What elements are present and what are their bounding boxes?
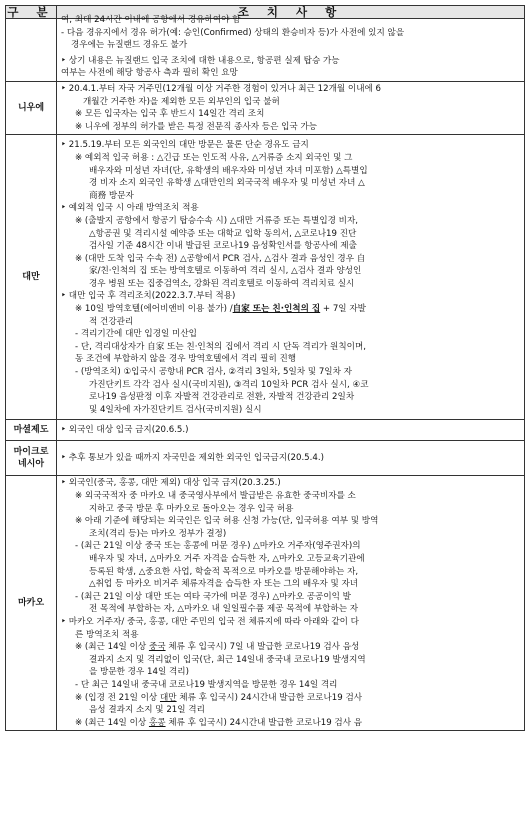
text-line: ‣ 예외적 입국 시 아래 방역조치 적용	[61, 203, 199, 214]
text-line: - (최근 21일 이상 대만 또는 여타 국가에 머문 경우) △마카오 공공이익 발	[75, 591, 351, 602]
text-line: 경우에는 뉴질랜드 경유도 불가	[71, 40, 188, 51]
text-line: 여부는 사전에 해당 항공사 측과 필히 확인 요망	[61, 68, 238, 79]
text-line: 家/친·인척의 집 또는 방역호텔로 이동하여 격리 실시, △검사 결과 양성인	[89, 266, 362, 277]
text-line: △항공권 및 격리시설 예약증 또는 대학교 입학 동의서, △코로나19 진단	[89, 228, 357, 239]
entry-measures-table	[5, 5, 525, 731]
text-line: ‣ 대만 입국 후 격리조치(2022.3.7.부터 적용)	[61, 291, 236, 302]
text-run: ※ (입경 전 21일 이상	[75, 692, 160, 703]
text-line: 적 건강관리	[89, 316, 134, 327]
text-line: ※ (대만 도착 입국 수속 전) △공항에서 PCR 검사, △검사 결과 음성인 경우 自	[75, 253, 366, 264]
country-row-continued	[6, 19, 525, 82]
text-line: 경우 병원 또는 집중검역소, 강화된 격리호텔로 이동하여 격리치료 실시	[89, 278, 355, 289]
text-line: 로나19 음성판정 이후 자발적 건강관리로 전환, 자발적 건강관리 2일차	[89, 392, 355, 403]
text-run: 체류 후 입국시) 24시간내 발급한 코로나19 검사	[176, 692, 363, 703]
country-name: 마카오	[6, 476, 57, 731]
country-row-macau	[6, 476, 525, 731]
text-line: ‣ 추후 통보가 있을 때까지 자국민을 제외한 외국인 입국금지(20.5.4.)	[61, 453, 324, 464]
text-line: ※ 아래 기준에 해당되는 외국인은 입국 허용 신청 가능(단, 입국허용 여부 및 방역	[75, 516, 379, 527]
text-line: - 단 최근 14일내 중국내 코로나19 발생지역을 방문한 경우 14일 격리	[75, 679, 338, 690]
text-line: ‣ 상기 내용은 뉴질랜드 입국 조치에 대한 내용으로, 항공편 실제 탑승 가능	[61, 55, 340, 66]
text-line: 여, 최대 24시간 이내에 공항에서 경유하여야 함	[61, 15, 241, 25]
country-cell-empty	[6, 19, 57, 82]
text-line: 배우자 및 자녀, △마카오 거주 자격을 습득한 자, △마카오 고등교육기관에	[89, 553, 365, 564]
text-line: 및 4일차에 자가진단키트 검사(국비지원) 실시	[89, 404, 262, 415]
country-row-taiwan	[6, 135, 525, 420]
country-name: 마셜제도	[6, 420, 57, 441]
text-line: 검사일 기준 48시간 이내 발급된 코로나19 음성확인서를 항공사에 제출	[89, 241, 357, 252]
header-category: 구 분	[7, 5, 55, 19]
text-line: - 단, 격리대상자가 自家 또는 친·인척의 집에서 격리 시 단독 격리가 원칙이며,	[75, 341, 366, 352]
text-line	[61, 303, 521, 316]
text-line: 商務 방문자	[89, 190, 134, 201]
header-measures: 조 치 사 항	[57, 6, 525, 19]
text-line: ※ 모든 입국자는 입국 후 반드시 14일간 격리 조치	[75, 109, 265, 120]
measures-cell-niue	[57, 81, 525, 134]
text-line	[61, 692, 521, 705]
measures-cell-micronesia	[57, 441, 525, 476]
text-line: 음성 결과지 소지 및 21일 격리	[89, 705, 205, 716]
text-line: 경 비자 소지 외국인 유학생 △대만인의 외국국적 배우자 및 미성년 자녀 △	[89, 178, 365, 189]
text-run: 체류 후 입국시) 24시간내 발급한 코로나19 검사 음	[165, 717, 363, 728]
country-row-micronesia	[6, 441, 525, 476]
text-line: 을 방문한 경우 14일 격리)	[89, 667, 189, 678]
text-run: ※ (최근 14일 이상	[75, 717, 149, 728]
underlined-text: 중국	[148, 642, 166, 653]
country-name-line1: 마이크로	[13, 447, 49, 458]
text-run: ※ 10일 방역호텔(에어비앤비 이용 불가) /	[75, 304, 233, 315]
text-line: 배우자와 미성년 자녀(단, 유학생의 배우자와 미성년 자녀 미포함) △특별입	[89, 165, 368, 176]
text-line: - (최근 21일 이상 중국 또는 홍콩에 머문 경우) △마카오 거주자(영주권자)의	[75, 541, 361, 552]
text-line: - (방역조치) ①입국시 공항내 PCR 검사, ②격리 3일차, 5일차 및 7일차 자	[75, 367, 352, 378]
text-line: - 격리기간에 대만 입경일 미산입	[75, 329, 197, 340]
text-line: 전 목적에 부합하는 자, △마카오 내 일일필수품 제공 목적에 부합하는 자	[89, 604, 359, 615]
measures-cell-taiwan	[57, 135, 525, 420]
emphasized-text: 自家 또는 친·인척의 집	[232, 304, 321, 315]
text-line: ‣ 마카오 거주자/ 중국, 홍콩, 대만 주민의 입국 전 체류지에 따라 아래와 같이 다	[61, 616, 359, 627]
text-line: 지하고 중국 방문 후 마카오로 돌아오는 경우 입국 허용	[89, 503, 294, 514]
text-line: 등록된 학생, △중요한 사업, 학술적 목적으로 마카오를 방문해야하는 자,	[89, 566, 359, 577]
text-line: 동 조건에 부합하지 않을 경우 방역호텔에서 격리 필히 진행	[75, 354, 297, 365]
text-line: △취업 등 마카오 비거주 체류자격을 습득한 자 또는 그의 배우자 및 자녀	[89, 579, 359, 590]
measures-cell-continued	[57, 15, 525, 82]
text-line: - 다음 경유지에서 경유 허가(예: 승인(Confirmed) 상태의 환승비자 등)가 사전에 있지 않을	[61, 27, 405, 38]
country-name	[6, 441, 57, 476]
text-line	[61, 641, 521, 654]
text-line: ‣ 20.4.1.부터 자국 거주민(12개월 이상 거주한 경험이 있거나 최근 12개월 이내에 6	[61, 83, 382, 94]
text-run: ※ (최근 14일 이상	[75, 642, 149, 653]
country-name-line2: 네시아	[17, 459, 45, 470]
text-line: ‣ 외국인 대상 입국 금지(20.6.5.)	[61, 425, 189, 436]
text-line: 조치(격리 등)는 마카오 정부가 결정)	[89, 528, 227, 539]
text-line: ※ 니우에 정부의 허가를 받은 특정 전문직 종사자 등은 입국 가능	[75, 121, 318, 132]
text-run: + 7일 자발	[320, 304, 366, 315]
text-line: ‣ 21.5.19.부터 모든 외국인의 대만 방문은 물론 단순 경유도 금지	[61, 140, 309, 151]
country-row-marshall	[6, 420, 525, 441]
text-line: ※ (출발지 공항에서 항공기 탑승수속 시) △대만 거류증 또는 특별입경 비자,	[75, 215, 359, 226]
text-line: ‣ 외국인(중국, 홍콩, 대만 제외) 대상 입국 금지(20.3.25.)	[61, 478, 281, 489]
text-line: ※ 외국국적자 중 마카오 내 중국영사부에서 발급받은 유효한 중국비자를 소	[75, 491, 356, 501]
measures-cell-macau	[57, 476, 525, 731]
text-line: ※ 예외적 입국 허용 : △긴급 또는 인도적 사유, △거류증 소지 외국인 및 그	[75, 152, 353, 163]
text-run: 체류 후 입국시) 7일 내 발급한 코로나19 검사 음성	[165, 642, 360, 653]
country-row-niue	[6, 81, 525, 134]
country-name: 니우에	[6, 81, 57, 134]
text-line: 가진단키트 각각 검사 실시(국비지원), ③격리 10일차 PCR 검사 실시, ④코	[89, 379, 369, 390]
document-page	[5, 5, 525, 817]
text-line: 개월간 거주한 자)을 제외한 모든 외부인의 입국 불허	[83, 96, 280, 107]
country-name: 대만	[6, 135, 57, 420]
text-line: 결과지 소지 및 격리없이 입국(단, 최근 14일내 중국내 코로나19 발생지역	[89, 654, 366, 665]
text-line: 른 방역조치 적용	[75, 629, 139, 640]
text-line	[61, 717, 521, 730]
underlined-text: 홍콩	[148, 717, 166, 728]
underlined-text: 대만	[159, 692, 177, 703]
measures-cell-marshall	[57, 420, 525, 441]
